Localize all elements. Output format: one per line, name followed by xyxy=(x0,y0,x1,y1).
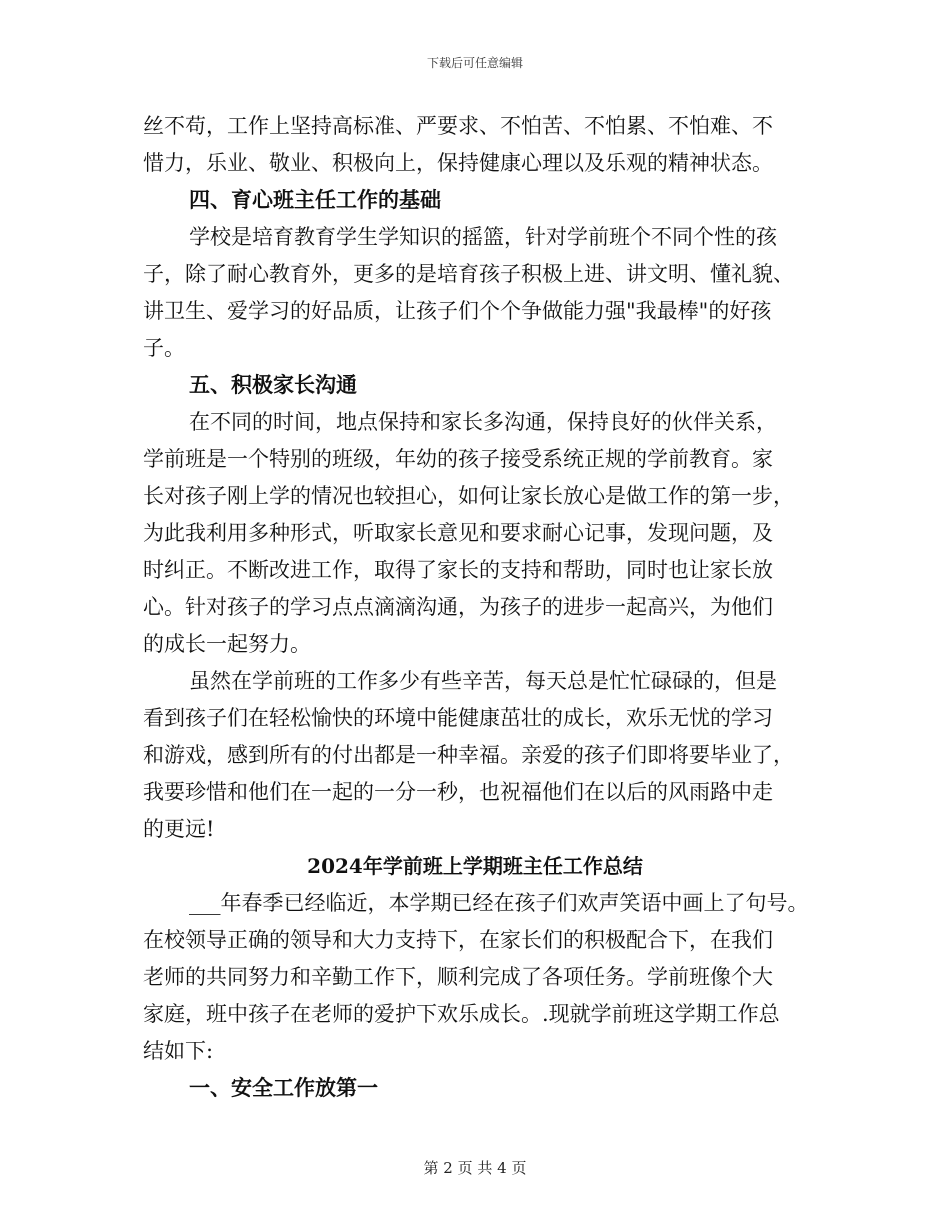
section-heading: 五、积极家长沟通 xyxy=(189,372,357,397)
body-line: 在不同的时间，地点保持和家长多沟通，保持良好的伙伴关系， xyxy=(189,410,777,434)
body-line: 为此我利用多种形式，听取家长意见和要求耐心记事，发现问题，及 xyxy=(143,521,773,545)
document-title: 2024年学前班上学期班主任工作总结 xyxy=(307,854,643,878)
body-line: 结如下: xyxy=(143,1039,214,1063)
page-number: 第 2 页 共 4 页 xyxy=(423,1159,527,1177)
body-line: 老师的共同努力和辛勤工作下，顺利完成了各项任务。学前班像个大 xyxy=(143,965,773,989)
body-line: 学前班是一个特别的班级，年幼的孩子接受系统正规的学前教育。家 xyxy=(143,447,773,471)
body-line: 看到孩子们在轻松愉快的环境中能健康茁壮的成长，欢乐无忧的学习 xyxy=(143,706,773,730)
body-line: 讲卫生、爱学习的好品质，让孩子们个个争做能力强"我最棒"的好孩 xyxy=(143,299,772,323)
body-line: 惜力，乐业、敬业、积极向上，保持健康心理以及乐观的精神状态。 xyxy=(143,151,773,175)
body-line: 学校是培育教育学生学知识的摇篮，针对学前班个不同个性的孩 xyxy=(189,225,777,249)
body-line: 在校领导正确的领导和大力支持下，在家长们的积极配合下，在我们 xyxy=(143,928,773,952)
body-line: 家庭，班中孩子在老师的爱护下欢乐成长。.现就学前班这学期工作总 xyxy=(143,1002,780,1026)
body-line: 时纠正。不断改进工作，取得了家长的支持和帮助，同时也让家长放 xyxy=(143,558,773,582)
body-line: 我要珍惜和他们在一起的一分一秒，也祝福他们在以后的风雨路中走 xyxy=(143,780,773,804)
body-line: ___年春季已经临近，本学期已经在孩子们欢声笑语中画上了句号。 xyxy=(189,891,809,915)
body-line: 子。 xyxy=(143,336,185,360)
body-line: 和游戏，感到所有的付出都是一种幸福。亲爱的孩子们即将要毕业了， xyxy=(143,743,794,767)
body-line: 子，除了耐心教育外，更多的是培育孩子积极上进、讲文明、懂礼貌、 xyxy=(143,262,794,286)
body-line: 的成长一起努力。 xyxy=(143,632,311,656)
section-heading: 一、安全工作放第一 xyxy=(189,1075,378,1100)
section-heading: 四、育心班主任工作的基础 xyxy=(189,187,441,212)
body-line: 丝不苟，工作上坚持高标准、严要求、不怕苦、不怕累、不怕难、不 xyxy=(143,114,773,138)
body-line: 心。针对孩子的学习点点滴滴沟通，为孩子的进步一起高兴，为他们 xyxy=(143,595,773,619)
page-header: 下载后可任意编辑 xyxy=(426,56,523,70)
body-line: 的更远! xyxy=(143,817,215,841)
body-line: 虽然在学前班的工作多少有些辛苦，每天总是忙忙碌碌的，但是 xyxy=(189,669,777,693)
body-line: 长对孩子刚上学的情况也较担心，如何让家长放心是做工作的第一步， xyxy=(143,484,794,508)
